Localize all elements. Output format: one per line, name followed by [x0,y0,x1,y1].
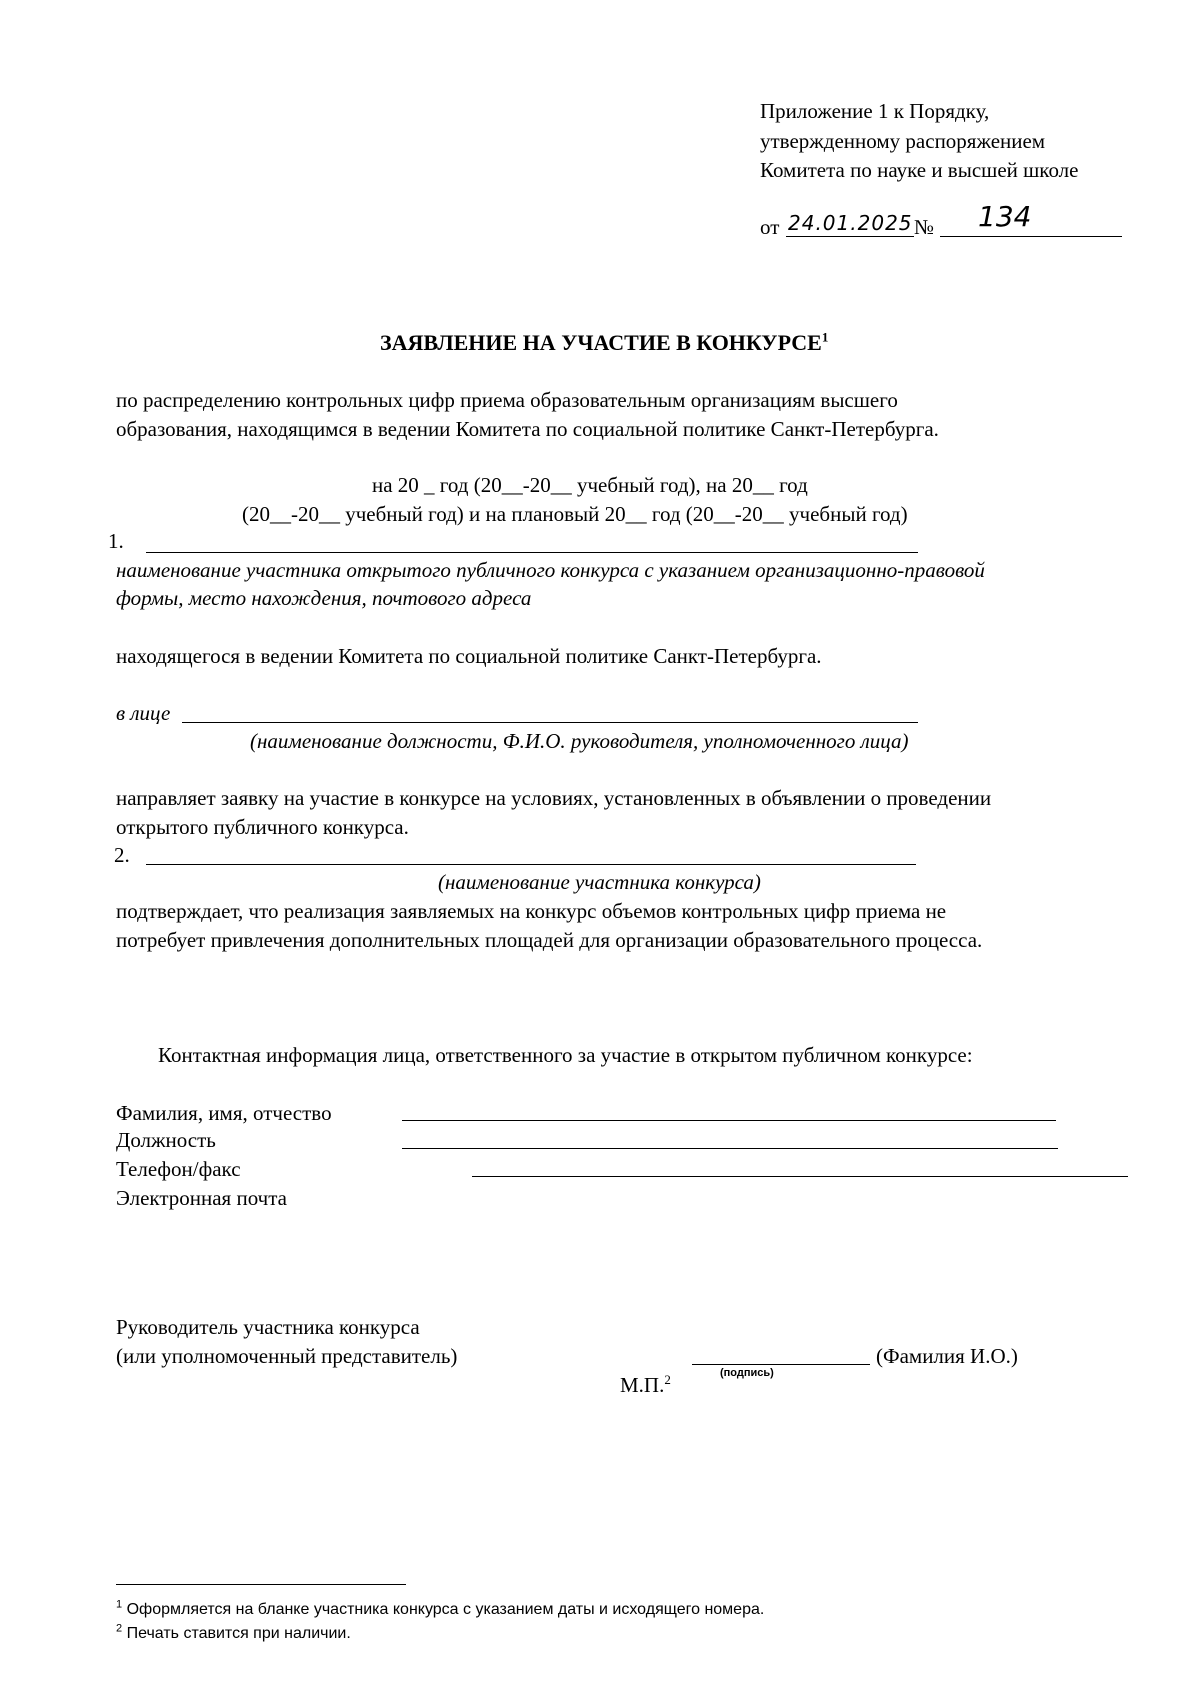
contact-field-phone: Телефон/факс [116,1157,241,1181]
signature-line-1: Руководитель участника конкурса [116,1315,420,1339]
fio-blank-line [402,1120,1056,1121]
confirm-line-2: потребует привлечения дополнительных площадей для организации образовательного процесса. [116,928,983,952]
footnote-1: $^1$ Оформляется на бланке участника конкурса с указанием даты и исходящего номера. [116,1598,765,1618]
stamp-footnote-mark: 2 [664,1372,671,1387]
item-1-caption-line-1: наименование участника открытого публичного конкурса с указанием организационно-правовой [116,558,985,582]
intro-line-2: образования, находящимся в ведении Комитета по социальной политике Санкт-Петербурга. [116,417,939,441]
years-line-2: (20__-20__ учебный год) и на плановый 20__ год (20__-20__ учебный год) [242,502,908,526]
date-underline [786,236,914,237]
item-1-number: 1. [108,529,124,553]
represented-blank-line [182,722,918,723]
footnote-separator [116,1584,406,1585]
years-line-1: на 20 _ год (20__-20__ учебный год), на 20__ год [372,473,808,497]
document-title: ЗАЯВЛЕНИЕ НА УЧАСТИЕ В КОНКУРСЕ$^1$ [380,329,829,355]
appendix-line-3: Комитета по науке и высшей школе [760,158,1079,182]
number-underline [940,236,1122,237]
confirm-line-1: подтверждает, что реализация заявляемых на конкурс объемов контрольных цифр приема не [116,899,947,923]
request-line-2: открытого публичного конкурса. [116,815,409,839]
contact-field-fio: Фамилия, имя, отчество [116,1101,332,1125]
represented-label: в лице [116,701,171,725]
stamp-label: М.П.$^2$ [620,1372,671,1397]
footnote-2-mark: 2 [116,1622,123,1635]
contact-field-position: Должность [116,1128,216,1152]
title-footnote-mark: 1 [821,329,829,345]
number-label: № [914,215,935,239]
signature-blank-line [692,1364,870,1365]
appendix-line-2: утвержденному распоряжением [760,129,1046,153]
handwritten-date: 24.01.2025 [788,211,913,235]
phone-blank-line [472,1176,1128,1177]
from-label: от [760,215,780,239]
item-1-caption-line-2: формы, место нахождения, почтового адреса [116,586,532,610]
footnote-1-mark: 1 [116,1598,123,1611]
item-2-caption: (наименование участника конкурса) [438,870,761,894]
request-line-1: направляет заявку на участие в конкурсе на условиях, установленных в объявлении о проведении [116,786,992,810]
name-placeholder: (Фамилия И.О.) [876,1344,1018,1368]
appendix-line-1: Приложение 1 к Порядку, [760,99,990,123]
contact-heading: Контактная информация лица, ответственного за участие в открытом публичном конкурсе: [158,1043,973,1067]
represented-caption: (наименование должности, Ф.И.О. руководителя, уполномоченного лица) [250,729,909,753]
signature-caption: (подпись) [720,1367,774,1379]
signature-line-2: (или уполномоченный представитель) [116,1344,458,1368]
footnote-2: $^2$ Печать ставится при наличии. [116,1622,351,1642]
item-2-number: 2. [114,843,130,867]
contact-field-email: Электронная почта [116,1186,287,1210]
handwritten-number: 134 [978,200,1032,233]
item-2-blank-line [146,864,916,865]
position-blank-line [402,1148,1058,1149]
item-1-blank-line [146,552,918,553]
in-jurisdiction-text: находящегося в ведении Комитета по социальной политике Санкт-Петербурга. [116,644,822,668]
intro-line-1: по распределению контрольных цифр приема образовательным организациям высшего [116,388,898,412]
